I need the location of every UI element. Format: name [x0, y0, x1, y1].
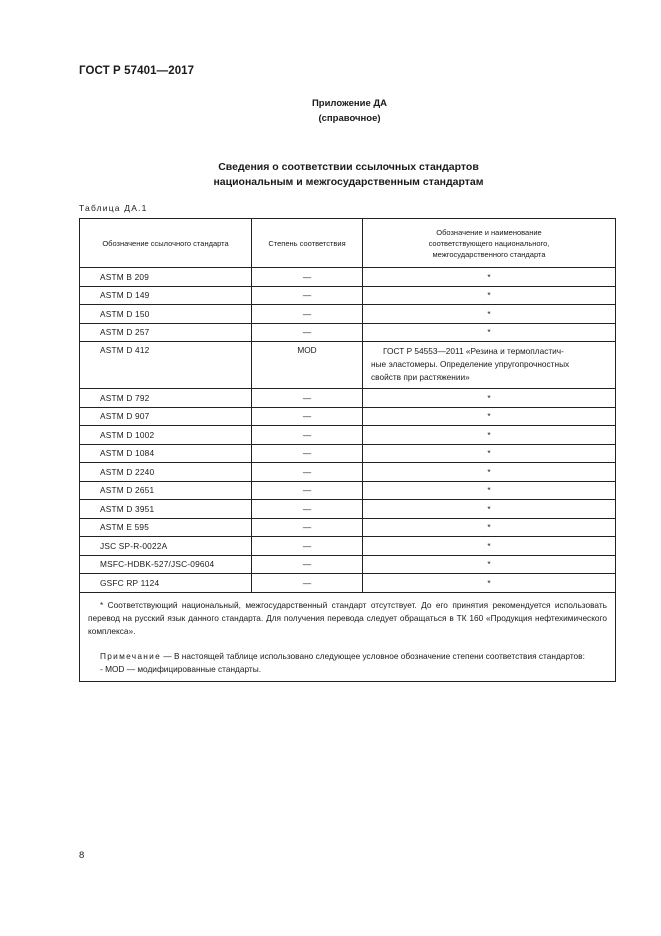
table-label: Таблица ДА.1: [79, 203, 148, 213]
degree-cell: —: [252, 537, 363, 556]
table-row: [80, 481, 616, 500]
section-title-line-2: национальным и межгосударственным стандартам: [213, 176, 484, 188]
degree-cell: —: [252, 518, 363, 537]
national-standard-line-1: ГОСТ Р 54553—2011 «Резина и термопластич-: [383, 346, 564, 356]
note-text: — В настоящей таблице использовано следующее условное обозначение степени соответствия стандартов:: [161, 650, 585, 661]
national-standard-cell: *: [363, 286, 616, 305]
degree-cell: —: [252, 555, 363, 574]
degree-cell: —: [252, 444, 363, 463]
table-row: [80, 268, 616, 287]
header-degree: Степень соответствия: [252, 219, 363, 268]
table-row: [80, 518, 616, 537]
table-row: [80, 574, 616, 593]
degree-cell: —: [252, 407, 363, 426]
degree-cell: —: [252, 481, 363, 500]
national-standard-line-3: свойств при растяжении»: [371, 372, 470, 382]
table-footnote-row: [80, 592, 616, 681]
table-row: [80, 463, 616, 482]
national-standard-cell: *: [363, 305, 616, 324]
national-standard-cell: *: [363, 444, 616, 463]
national-standard-cell: *: [363, 574, 616, 593]
correspondence-table: [79, 218, 616, 682]
reference-standard-cell: ASTM D 1084: [80, 444, 252, 463]
national-standard-cell: *: [363, 407, 616, 426]
national-standard-line-2: ные эластомеры. Определение упругопрочностных: [371, 359, 570, 369]
section-title: [0, 160, 661, 190]
degree-cell: —: [252, 323, 363, 342]
appendix-subtitle: (справочное): [318, 113, 381, 124]
degree-cell: —: [252, 286, 363, 305]
reference-standard-cell: ASTM E 595: [80, 518, 252, 537]
header-national-line-3: межгосударственного стандарта: [432, 249, 546, 259]
reference-standard-cell: MSFC-HDBK-527/JSC-09604: [80, 555, 252, 574]
table-row: [80, 555, 616, 574]
table-row: [80, 407, 616, 426]
reference-standard-cell: GSFC RP 1124: [80, 574, 252, 593]
national-standard-cell: *: [363, 323, 616, 342]
degree-cell: —: [252, 463, 363, 482]
degree-cell: —: [252, 268, 363, 287]
appendix-heading: [0, 96, 661, 126]
table-row: [80, 305, 616, 324]
header-national-standard: [363, 219, 616, 268]
reference-standard-cell: JSC SP-R-0022A: [80, 537, 252, 556]
national-standard-cell: *: [363, 537, 616, 556]
table-row: [80, 537, 616, 556]
reference-standard-cell: ASTM D 792: [80, 389, 252, 408]
national-standard-cell: *: [363, 481, 616, 500]
page-number: 8: [79, 850, 85, 861]
reference-standard-cell: ASTM D 150: [80, 305, 252, 324]
reference-standard-cell: ASTM D 3951: [80, 500, 252, 519]
header-national-line-2: соответствующего национального,: [428, 238, 550, 248]
table-row: [80, 342, 616, 389]
reference-standard-cell: ASTM D 907: [80, 407, 252, 426]
header-national-line-1: Обозначение и наименование: [436, 227, 542, 237]
national-standard-cell: *: [363, 268, 616, 287]
degree-cell: MOD: [252, 342, 363, 389]
degree-cell: —: [252, 574, 363, 593]
degree-cell: —: [252, 305, 363, 324]
table-row: [80, 444, 616, 463]
section-title-line-1: Сведения о соответствии ссылочных стандартов: [218, 161, 479, 173]
degree-cell: —: [252, 500, 363, 519]
appendix-title: Приложение ДА: [311, 98, 388, 109]
national-standard-cell: *: [363, 500, 616, 519]
degree-cell: —: [252, 389, 363, 408]
table-row: [80, 500, 616, 519]
reference-standard-cell: ASTM D 2240: [80, 463, 252, 482]
table-row: [80, 389, 616, 408]
national-standard-cell: [363, 342, 616, 389]
document-code: ГОСТ Р 57401—2017: [79, 65, 195, 77]
note-word: Примечание: [100, 650, 162, 661]
table-row: [80, 426, 616, 445]
table-row: [80, 286, 616, 305]
reference-standard-cell: ASTM D 149: [80, 286, 252, 305]
national-standard-cell: *: [363, 463, 616, 482]
reference-standard-cell: ASTM D 412: [80, 342, 252, 389]
reference-standard-cell: ASTM D 2651: [80, 481, 252, 500]
note-mod-item: - MOD — модифицированные стандарты.: [100, 663, 262, 674]
reference-standard-cell: ASTM D 257: [80, 323, 252, 342]
degree-cell: —: [252, 426, 363, 445]
national-standard-cell: *: [363, 426, 616, 445]
table-footnotes: [80, 592, 616, 681]
table-row: [80, 323, 616, 342]
table-header-row: [80, 219, 616, 268]
national-standard-cell: *: [363, 518, 616, 537]
header-reference-standard: Обозначение ссылочного стандарта: [80, 219, 252, 268]
table-note: [88, 650, 607, 663]
reference-standard-cell: ASTM D 1002: [80, 426, 252, 445]
national-standard-cell: *: [363, 555, 616, 574]
reference-standard-cell: ASTM B 209: [80, 268, 252, 287]
national-standard-cell: *: [363, 389, 616, 408]
footnote-star: * Соответствующий национальный, межгосударственный стандарт отсутствует. До его принятия рекомендуется использовать перевод на русский язык данного стандарта. Для получения перевода следует обращаться в ТК 160 «Продукция нефтехимического комплекса».: [88, 599, 607, 636]
